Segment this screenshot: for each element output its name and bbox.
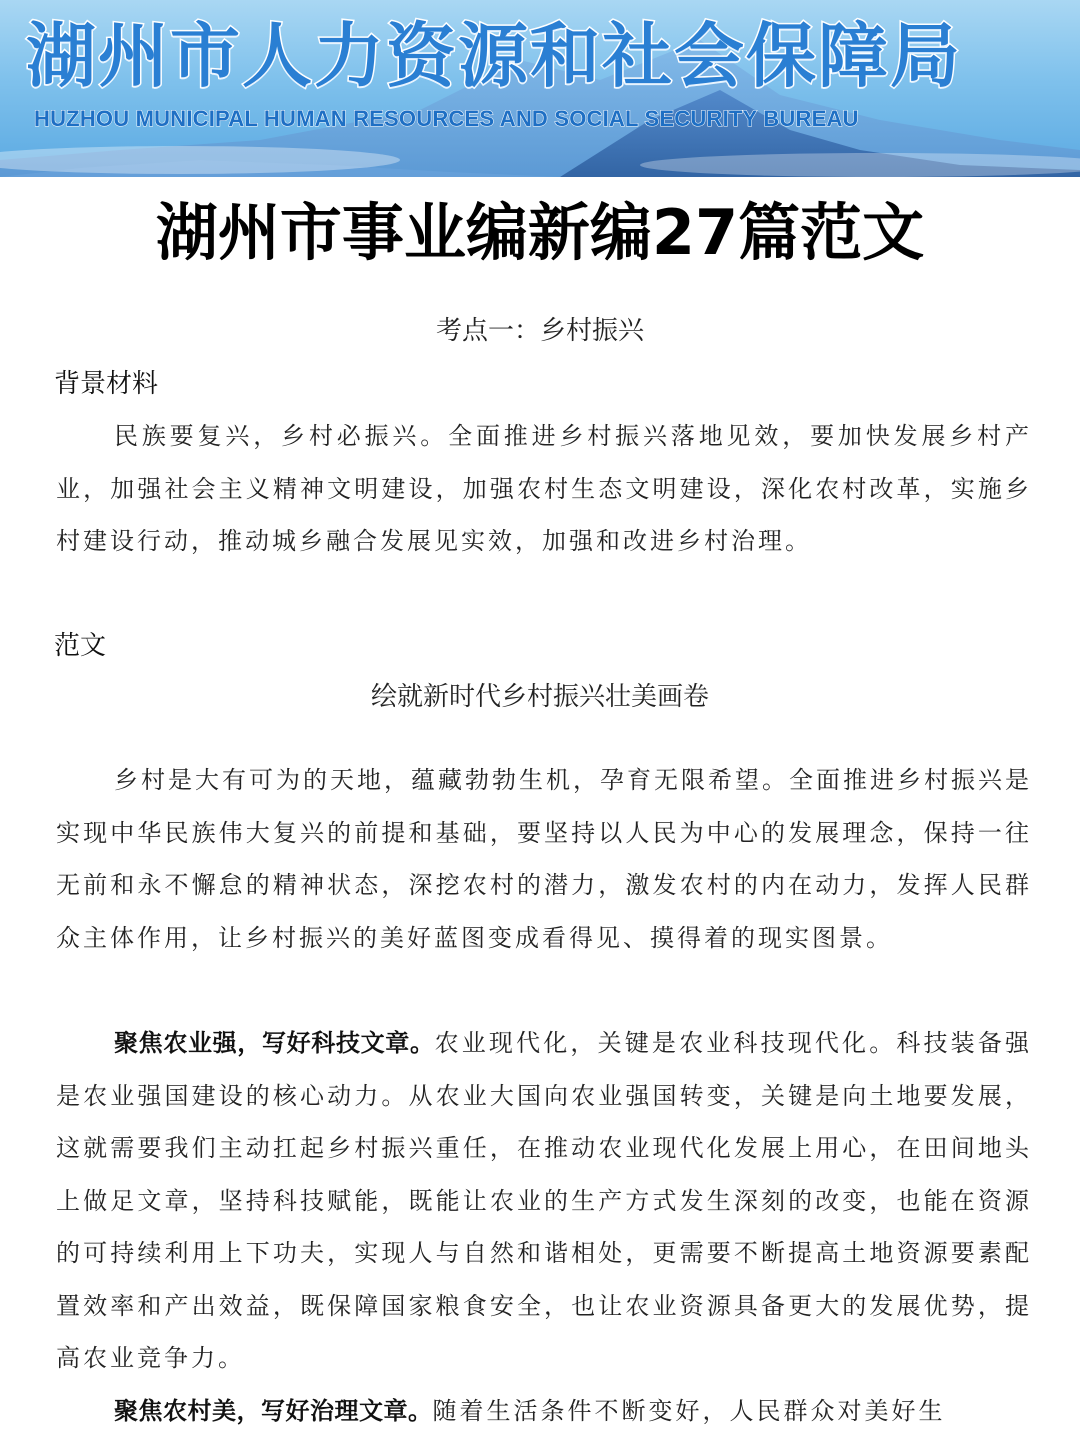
background-paragraph: 民族要复兴，乡村必振兴。全面推进乡村振兴落地见效，要加快发展乡村产业，加强社会主义精神文明建设，加强农村生态文明建设，深化农村改革，实施乡村建设行动，推动城乡融合发展见实效，加强和改进乡村治理。 [56, 422, 1032, 555]
header-banner [0, 0, 1080, 177]
bureau-name-cn: 湖州市人力资源和社会保障局 [26, 15, 962, 97]
paragraph-3-lead: 聚焦农村美，写好治理文章。 [114, 1397, 433, 1425]
essay-title: 绘就新时代乡村振兴壮美画卷 [370, 682, 709, 712]
essay-heading: 范文 [54, 631, 107, 661]
paragraph-2-body: 农业现代化，关键是农业科技现代化。科技装备强是农业强国建设的核心动力。从农业大国向农业强国转变，关键是向土地要发展，这就需要我们主动扛起乡村振兴重任，在推动农业现代化发展上用心，在田间地头上做足文章，坚持科技赋能，既能让农业的生产方式发生深刻的改变，也能在资源的可持续利用上下功夫，实现人与自然和谐相处，更需要不断提高土地资源要素配置效率和产出效益，既保障国家粮食安全，也让农业资源具备更大的发展优势，提高农业竞争力。 [56, 1029, 1033, 1372]
background-heading: 背景材料 [54, 369, 159, 399]
topic-heading: 考点一：乡村振兴 [435, 316, 644, 346]
essay-paragraph-2 [56, 1017, 1032, 1385]
essay-paragraph-3 [56, 1385, 1032, 1438]
paragraph-3-body: 随着生活条件不断变好，人民群众对美好生 [432, 1397, 946, 1425]
paragraph-2-lead: 聚焦农业强，写好科技文章。 [114, 1029, 435, 1057]
bureau-name-en: HUZHOU MUNICIPAL HUMAN RESOURCES AND SOCIAL SECURITY BUREAU [34, 106, 859, 131]
document-title: 湖州市事业编新编27篇范文 [155, 196, 925, 269]
essay-paragraph-1: 乡村是大有可为的天地，蕴藏勃勃生机，孕育无限希望。全面推进乡村振兴是实现中华民族伟大复兴的前提和基础，要坚持以人民为中心的发展理念，保持一往无前和永不懈怠的精神状态，深挖农村的潜力，激发农村的内在动力，发挥人民群众主体作用，让乡村振兴的美好蓝图变成看得见、摸得着的现实图景。 [56, 766, 1032, 952]
